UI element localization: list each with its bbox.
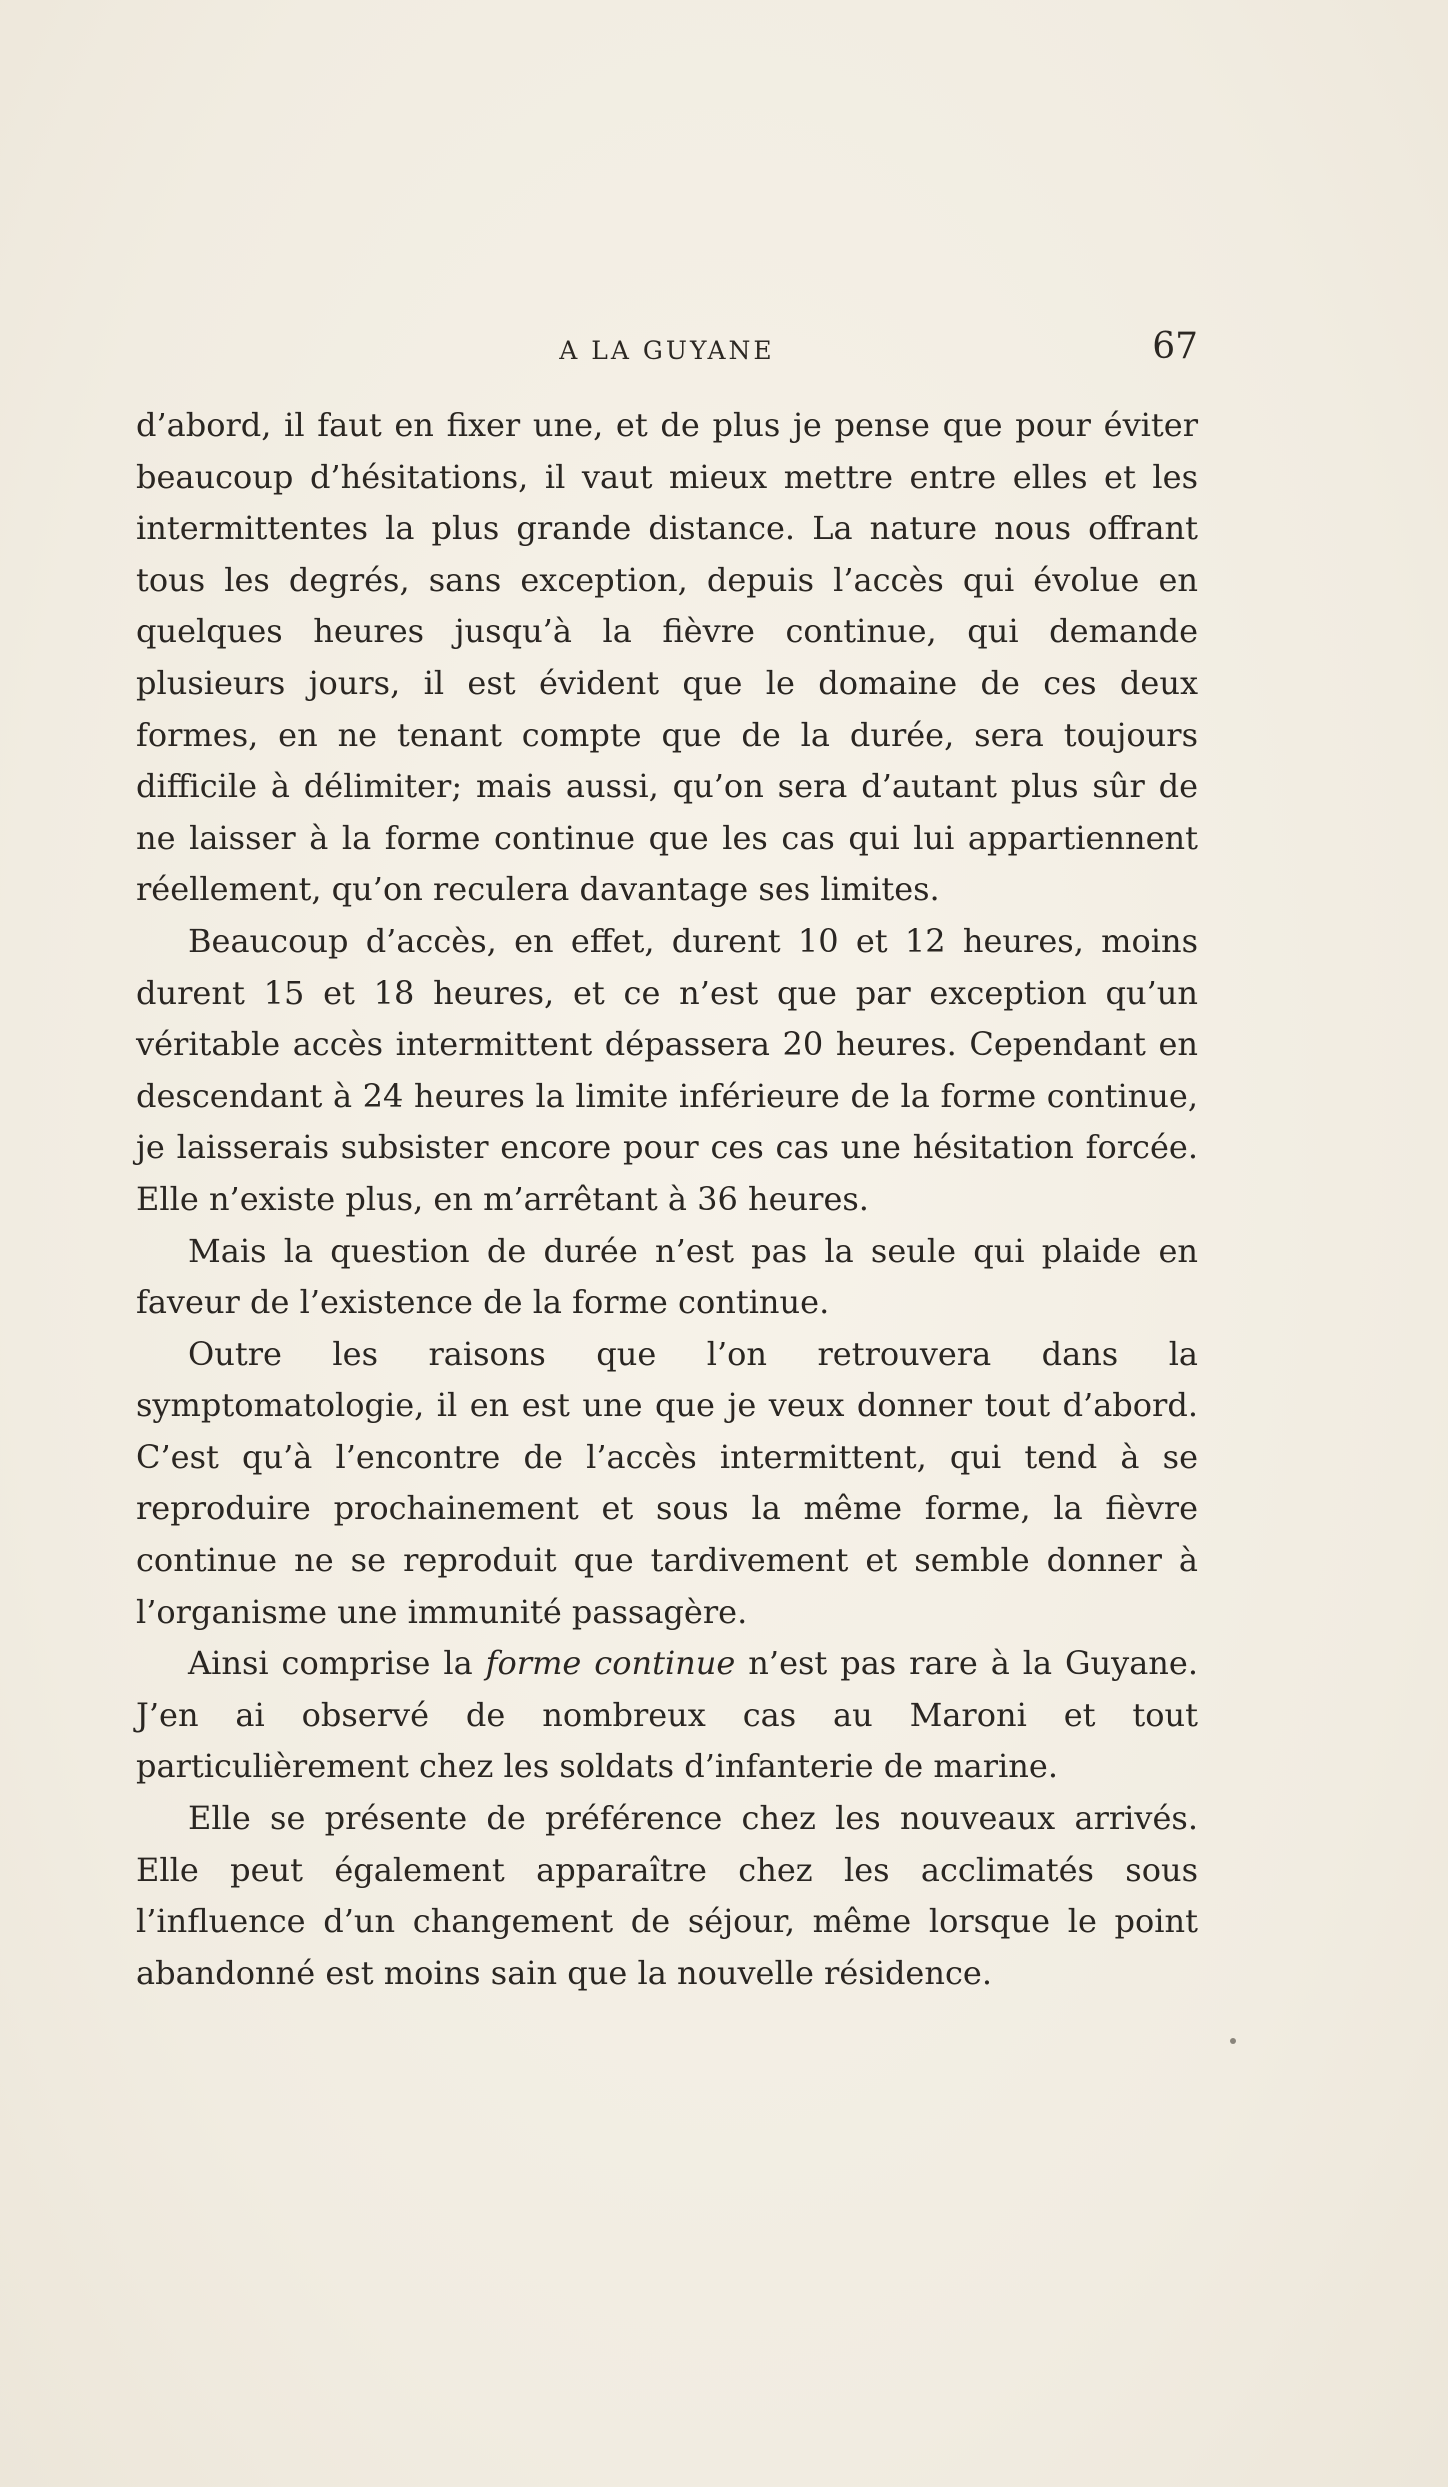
paragraph-5 xyxy=(136,1638,1198,1793)
paper-speck xyxy=(1230,2038,1236,2044)
italic-term: forme continue xyxy=(485,1644,736,1683)
paragraph-2: Beaucoup d’accès, en effet, durent 10 et 12 heures, moins durent 15 et 18 heures, et ce n’est que par exception qu’un véritable accès intermittent dépassera 20 heures. Cependant en descendant à 24 heures la limite inférieure de la forme continue, je laisserais subsister encore pour ces cas une hésitation forcée. Elle n’existe plus, en m’arrêtant à 36 heures. xyxy=(136,921,1198,1218)
body-text xyxy=(136,400,1198,1999)
paragraph-5-text-before: Ainsi comprise la xyxy=(188,1644,486,1683)
paragraph-1: d’abord, il faut en fixer une, et de plus je pense que pour éviter beaucoup d’hésitations, il vaut mieux mettre entre elles et les intermittentes la plus grande distance. La nature nous offrant tous les degrés, sans exception, depuis l’accès qui évolue en quelques heures jusqu’à la fièvre continue, qui demande plusieurs jours, il est évident que le domaine de ces deux formes, en ne tenant compte que de la durée, sera toujours difficile à délimiter; mais aussi, qu’on sera d’autant plus sûr de ne laisser à la forme continue que les cas qui lui appartiennent réellement, qu’on reculera davantage ses limites. xyxy=(136,406,1198,909)
running-title: A LA GUYANE xyxy=(559,336,775,365)
page-number: 67 xyxy=(1152,326,1198,367)
paragraph-5-text-after: n’est pas rare à la Guyane. J’en ai observé de nombreux cas au Maroni et tout particulièrement chez les soldats d’infanterie de marine. xyxy=(136,1644,1199,1786)
paragraph-4: Outre les raisons que l’on retrouvera dans la symptomatologie, il en est une que je veux donner tout d’abord. C’est qu’à l’encontre de l’accès intermittent, qui tend à se reproduire prochainement et sous la même forme, la fièvre continue ne se reproduit que tardivement et semble donner à l’organisme une immunité passagère. xyxy=(136,1334,1198,1631)
paragraph-3: Mais la question de durée n’est pas la seule qui plaide en faveur de l’existence de la forme continue. xyxy=(136,1231,1198,1322)
paragraph-6: Elle se présente de préférence chez les nouveaux arrivés. Elle peut également apparaître chez les acclimatés sous l’influence d’un changement de séjour, même lorsque le point abandonné est moins sain que la nouvelle résidence. xyxy=(136,1799,1198,1992)
running-head xyxy=(136,318,1198,378)
